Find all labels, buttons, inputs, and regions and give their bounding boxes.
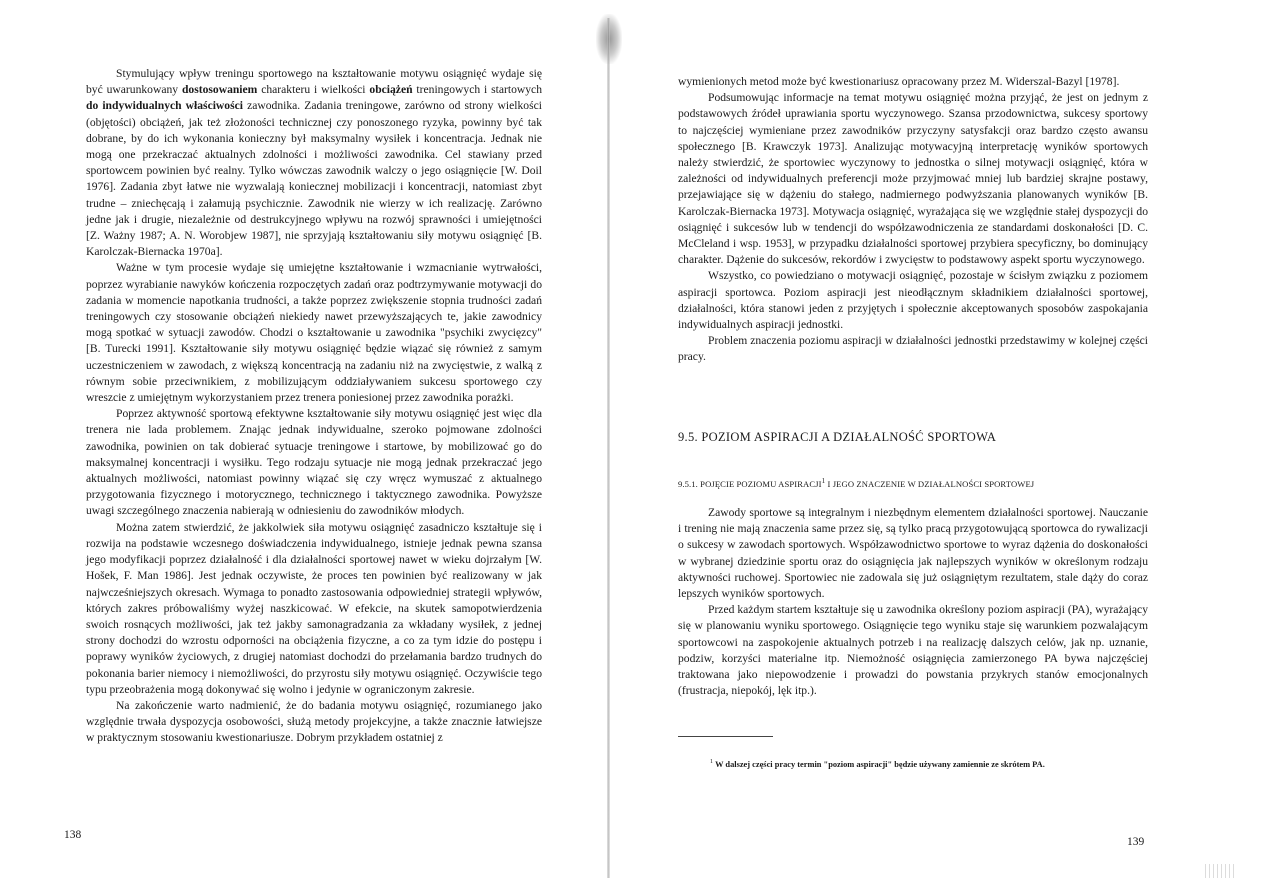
bold-phrase: obciążeń: [369, 83, 413, 97]
subsection-heading-text: 9.5.1. POJĘCIE POZIOMU ASPIRACJI: [678, 478, 822, 489]
paragraph: Ważne w tym procesie wydaje się umiejętne kształtowanie i wzmacnianie wytrwałości, poprzez wyrabianie nawyków kończenia rozpoczętych zadań oraz podtrzymywanie motywacji do zadania w momencie napotkania trudności, a także poprzez zwiększenie stopnia trudności zadań treningowych czy stosowanie obciążeń niekiedy nawet przewyższających te, jakie zawodnicy mogą spotkać w sytuacji zawodów. Chodzi o kształtowanie u zawodnika "psychiki zwycięzcy" [B. Turecki 1991]. Kształtowanie siły motywu osiągnięć będzie wiązać się również z samym uczestniczeniem w zawodach, z większą koncentracją na zadaniu niż na zwycięstwie, z walką z równym sobie przeciwnikiem, z mobilizującym oddziaływaniem sukcesu sportowego czy wreszcie z umiejętnym wykorzystaniem przez trenera poniesionej przez zawodnika porażki.: [86, 261, 542, 405]
footnote-mark: 1: [710, 759, 713, 765]
page-number-right: 139: [1127, 836, 1145, 848]
section-heading: 9.5. POZIOM ASPIRACJI A DZIAŁALNOŚĆ SPORTOWA: [678, 430, 997, 444]
paragraph: Można zatem stwierdzić, że jakkolwiek siła motywu osiągnięć zasadniczo kształtuje się i rozwija na podstawie wczesnego doświadczenia indywidualnego, istnieje jednak pewna szansa jego modyfikacji poprzez działalność i dla działalności sportowej nawet w wieku dojrzałym [W. Hošek, F. Man 1986]. Jest jednak oczywiste, że proces ten powinien być realizowany w jak najwcześniejszych okresach. Wymaga to ponadto zastosowania odpowiedniej strategii wpływów, których zakres próbowaliśmy wyżej naszkicować. W efekcie, na skutek samopotwierdzenia swoich rosnących możliwości, jak też jakby samonagradzania za wkładany wysiłek, z jednej strony dochodzi do wzrostu odporności na obciążenia fizyczne, a co za tym idzie do postępu i poprawy wyników życiowych, z drugiej natomiast dochodzi do przełamania bardzo trudnych do pokonania barier niemocy i niemożliwości, do przyrostu siły motywu osiągnięć. Oczywiście tego typu przeobrażenia mogą dokonywać się wolno i jedynie w ograniczonym zakresie.: [86, 520, 542, 696]
scan-marks: [1205, 864, 1235, 878]
paragraph: Problem znaczenia poziomu aspiracji w działalności jednostki przedstawimy w kolejnej części pracy.: [678, 334, 1148, 364]
subsection-heading-tail: I JEGO ZNACZENIE W DZIAŁALNOŚCI SPORTOWEJ: [825, 478, 1035, 489]
paragraph: wymienionych metod może być kwestionariusz opracowany przez M. Widerszal-Bazyl [1978].: [678, 75, 1120, 88]
subsection-heading: [678, 477, 1158, 489]
paragraph: Podsumowując informacje na temat motywu osiągnięć można przyjąć, że jest on jednym z podstawowych źródeł uprawiania sportu wyczynowego. Szansa przodownictwa, sukcesy sportowy to najczęściej wymieniane przez zawodników przyczyny satysfakcji oraz bardzo często awansu społecznego [B. Krawczyk 1973]. Analizując motywacyjną interpretację wyników sportowych należy stwierdzić, że sportowiec wyczynowy to jednostka o silnej motywacji osiągnięć, która w zależności od indywidualnych preferencji może przyjmować mniej lub bardziej skrajne postawy, przejawiające się w dążeniu do stałego, nadmiernego podwyższania planowanych wyników [B. Karolczak-Biernacka 1973]. Motywacja osiągnięć, wyrażająca się we względnie stałej dyspozycji do osiągnięć i sukcesów lub w tendencji do współzawodniczenia ze standardami doskonałości [D. C. McCleland i wsp. 1953], w przypadku działalności sportowej przybiera specyficzny, bo dominujący charakter. Dążenie do sukcesów, rekordów i zwycięstw to podstawowy aspekt sportu wyczynowego.: [678, 91, 1148, 267]
right-page-text: [678, 74, 1148, 366]
paragraph: Wszystko, co powiedziano o motywacji osiągnięć, pozostaje w ścisłym związku z poziomem aspiracji sportowca. Poziom aspiracji jest nieodłącznym składnikiem działalności sportowej, działalności, która stanowi jeden z przyjętych i społecznie akceptowanych sposobów zaspokajania indywidualnych aspiracji jednostki.: [678, 269, 1148, 332]
bold-phrase: do indywidualnych właściwości: [86, 99, 243, 113]
paragraph: Zawody sportowe są integralnym i niezbędnym elementem działalności sportowej. Nauczanie i trening nie mają znaczenia same przez się, są tylko pracą przygotowującą sportowca do rywalizacji o sukcesy w zawodach sportowych. Współzawodnictwo sportowe to wyraz dążenia do doskonałości w wybranej dziedzinie sportu oraz do osiągnięcia jak najlepszych wyników w określonym rodzaju aktywności ruchowej. Sportowiec nie zadowala się już osiągniętym rezultatem, stale dąży do coraz lepszych wyników sportowych.: [678, 506, 1148, 601]
bold-phrase: dostosowaniem: [181, 83, 258, 97]
book-gutter: [607, 18, 610, 878]
footnote-text: W dalszej części pracy termin "poziom aspiracji" będzie używany zamiennie ze skrótem PA.: [715, 759, 1045, 769]
left-page-text: [86, 66, 542, 747]
footnote-rule: [678, 736, 773, 737]
left-page: [0, 0, 620, 893]
paragraph: Przed każdym startem kształtuje się u zawodnika określony poziom aspiracji (PA), wyrażający się w planowaniu wyniku sportowego. Osiągnięcie tego wyniku staje się warunkiem pozwalającym sportowcowi na zaspokojenie aktualnych potrzeb i na realizację dalszych celów, jak np. uznanie, podziw, korzyści materialne itp. Niemożność osiągnięcia zamierzonego PA bywa najczęściej traktowana jako niepowodzenie i prowadzi do powstania przykrych stanów emocjonalnych (frustracja, niepokój, lęk itp.).: [678, 603, 1148, 698]
page-number-left: 138: [64, 829, 82, 841]
subsection-body: [678, 505, 1148, 699]
footnote-reference: 1: [821, 477, 826, 485]
paragraph: Stymulujący wpływ treningu sportowego na kształtowanie motywu osiągnięć wydaje się być uwarunkowany dostosowaniem charakteru i wielkości obciążeń treningowych i startowych do indywidualnych właściwości zawodnika. Zadania treningowe, zarówno od strony wielkości (objętości) obciążeń, jak też złożoności technicznej czy ponoszonego ryzyka, powinny być tak dobrane, by do ich wykonania konieczny był maksymalny wysiłek i koncentracja. Jednak nie mogą one przekraczać aktualnych zdolności i możliwości zawodnika. Cel stawiany przed sportowcem powinien być realny. Tylko wówczas zawodnik walczy o jego osiągnięcie [W. Doil 1976]. Zadania zbyt łatwe nie wyzwalają koniecznej mobilizacji i koncentracji, natomiast zbyt trudne – zniechęcają i załamują psychicznie. Zawodnik nie wierzy w ich realizację. Zarówno jedne jak i drugie, niezależnie od destrukcyjnego wpływu na rozwój sprawności i umiejętności [Z. Ważny 1987; A. N. Worobjew 1987], nie sprzyjają kształtowaniu siły motywu osiągnięć [B. Karolczak-Biernacka 1970a].: [86, 67, 542, 259]
paragraph: Poprzez aktywność sportową efektywne kształtowanie siły motywu osiągnięć jest więc dla trenera nie lada problemem. Znając jednak indywidualne, szeroko pojmowane zdolności zawodnika, powinien on tak dobierać sytuacje treningowe i startowe, by mobilizować go do maksymalnej koncentracji i wysiłku. Tego rodzaju sytuacje nie mogą jednak przekraczać jego aktualnych możliwości, natomiast powinny wiązać się czy wręcz wymuszać z aktualnego przygotowania fizycznego i motorycznego, technicznego i taktycznego zawodnika. Powyższe uwagi szczególnego znaczenia nabierają w odniesieniu do zawodników młodych.: [86, 407, 542, 518]
paragraph: Na zakończenie warto nadmienić, że do badania motywu osiągnięć, rozumianego jako względnie trwała dyspozycja osobowości, służą metody projekcyjne, a także znacznie łatwiejsze w praktycznym stosowaniu kwestionariusze. Dobrym przykładem ostatniej z: [86, 698, 542, 745]
footnote: [710, 757, 1170, 770]
